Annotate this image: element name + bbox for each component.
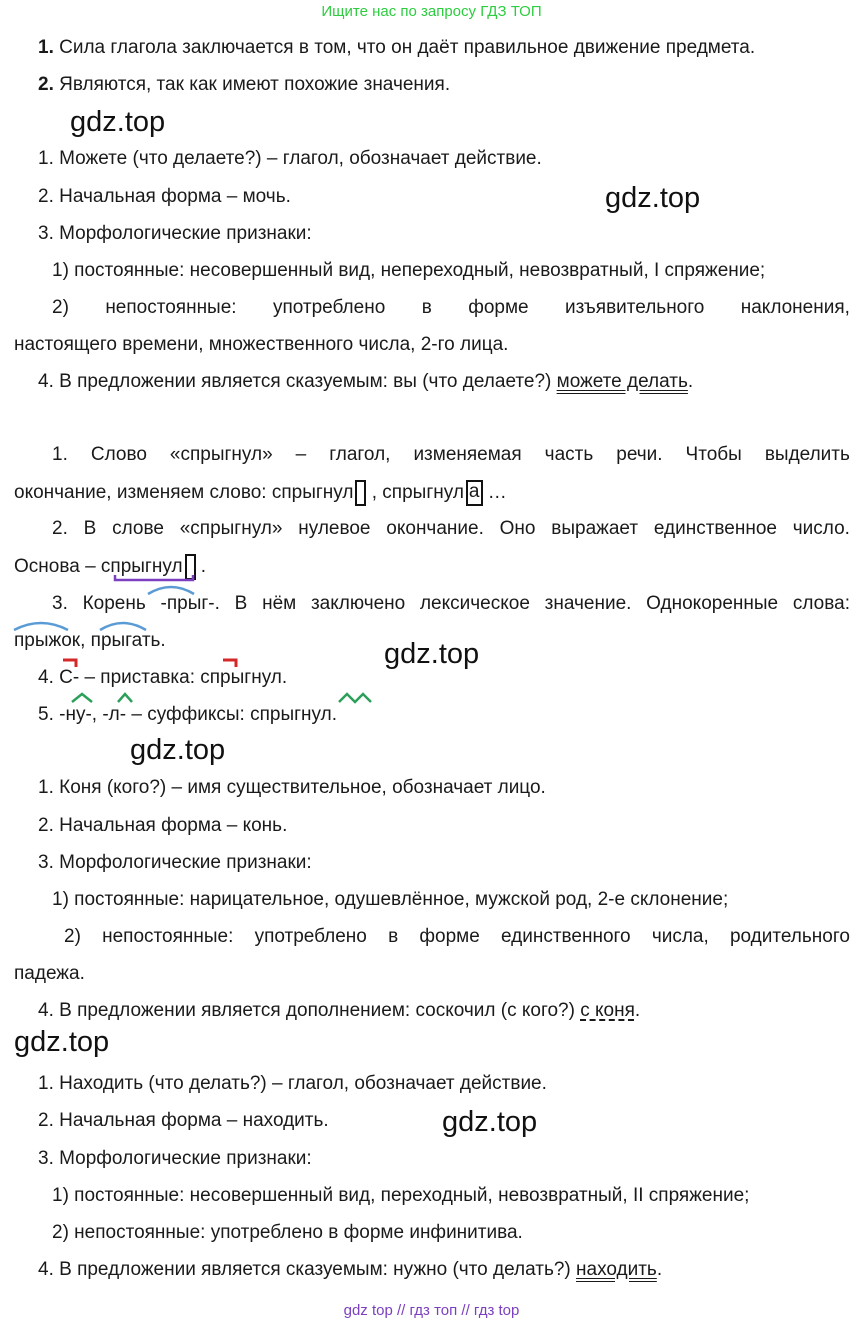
verb2-line-3: 3. Морфологические признаки: <box>38 1148 312 1169</box>
text: , спрыгнул <box>366 482 464 504</box>
verb1-line-1: 1. Можете (что делаете?) – глагол, обозначает действие. <box>38 148 542 169</box>
word: 2) <box>64 926 81 947</box>
word: употреблено <box>272 297 386 318</box>
period: . <box>687 371 694 392</box>
verb1-line-5 <box>14 296 850 320</box>
word-line-6: прыжок, прыгать. <box>14 630 166 651</box>
word: В <box>234 593 248 614</box>
word: непостоянные: <box>105 297 237 318</box>
word: – <box>295 444 307 465</box>
verb2-line-4: 1) постоянные: несовершенный вид, переходный, невозвратный, II спряжение; <box>52 1185 750 1206</box>
answer-1-number: 1. <box>38 37 54 58</box>
answer-1-text: Сила глагола заключается в том, что он даёт правильное движение предмета. <box>59 37 756 58</box>
suffix-mark <box>70 692 94 704</box>
watermark: gdz.top <box>70 106 166 138</box>
word: форме <box>419 926 480 947</box>
word: числа, <box>651 926 709 947</box>
word: единственного <box>500 926 631 947</box>
word: значение. <box>544 593 632 614</box>
word: 3. <box>52 593 68 614</box>
word: нём <box>262 593 297 614</box>
word: слове <box>112 518 164 539</box>
watermark: gdz.top <box>130 734 226 766</box>
noun-line-2: 2. Начальная форма – конь. <box>38 815 288 836</box>
word: изменяемая <box>413 444 522 465</box>
word: слова: <box>792 593 850 614</box>
word: в <box>388 926 399 947</box>
word-line-1 <box>14 443 850 467</box>
word: речи. <box>616 444 663 465</box>
word: Оно <box>499 518 536 539</box>
verb1-line-6: настоящего времени, множественного числа, 2-го лица. <box>14 334 509 355</box>
word: 1. <box>52 444 68 465</box>
text: окончание, изменяем слово: спрыгнул <box>14 482 354 504</box>
root-arc-mark <box>12 620 70 632</box>
suffix-mark <box>116 692 134 704</box>
word: выделить <box>764 444 850 465</box>
footer-links[interactable]: gdz top // гдз топ // гдз top <box>343 1302 520 1319</box>
word: лексическое <box>419 593 530 614</box>
watermark: gdz.top <box>442 1106 538 1138</box>
word: Чтобы <box>685 444 742 465</box>
verb2-line-5: 2) непостоянные: употреблено в форме инфинитива. <box>52 1222 523 1243</box>
noun-line-7 <box>38 999 640 1023</box>
predicate-underlined: можете делать <box>556 371 688 392</box>
noun-line-1: 1. Коня (кого?) – имя существительное, обозначает лицо. <box>38 777 546 798</box>
word-line-3 <box>14 517 850 541</box>
verb2-line-6 <box>38 1258 662 1282</box>
ending-box-mark <box>355 480 366 506</box>
answer-2-number: 2. <box>38 74 54 95</box>
watermark: gdz.top <box>14 1026 110 1058</box>
word: глагол, <box>329 444 391 465</box>
word: В <box>83 518 97 539</box>
word: в <box>421 297 432 318</box>
word: часть <box>544 444 594 465</box>
word: окончание. <box>386 518 484 539</box>
stem-word: спрыгнул <box>100 556 183 578</box>
word: 2) <box>52 297 69 318</box>
verb1-line-7 <box>38 370 693 394</box>
object-underlined: с коня <box>580 1000 635 1021</box>
ending-box-mark <box>466 480 483 506</box>
prefix-mark <box>62 658 78 668</box>
word: выражает <box>551 518 639 539</box>
period: . <box>634 1000 641 1021</box>
word: 2. <box>52 518 68 539</box>
prefix-mark <box>222 658 238 668</box>
word: нулевое <box>298 518 371 539</box>
word-line-5 <box>14 592 850 616</box>
word: -прыг-. <box>160 593 220 614</box>
word: форме <box>468 297 529 318</box>
verb1-line-3: 3. Морфологические признаки: <box>38 223 312 244</box>
answer-2 <box>38 73 450 97</box>
root-arc-mark <box>98 620 148 632</box>
sentence-text: 4. В предложении является сказуемым: нужно (что делать?) <box>38 1259 577 1280</box>
noun-line-5 <box>14 925 850 949</box>
search-hint-header: Ищите нас по запросу ГДЗ ТОП <box>321 3 542 20</box>
word: употреблено <box>254 926 367 947</box>
word-line-7: 4. С- – приставка: спрыгнул. <box>38 667 288 688</box>
word: единственное <box>653 518 777 539</box>
word: изъявительного <box>565 297 705 318</box>
word: непостоянные: <box>102 926 234 947</box>
verb1-line-2: 2. Начальная форма – мочь. <box>38 186 291 207</box>
stem-bracket-mark <box>114 574 194 582</box>
noun-line-6: падежа. <box>14 963 85 984</box>
text: Основа – <box>14 556 101 578</box>
verb2-line-1: 1. Находить (что делать?) – глагол, обозначает действие. <box>38 1073 547 1094</box>
watermark: gdz.top <box>605 182 701 214</box>
ending-letter: а <box>468 481 480 502</box>
period: . <box>195 556 207 578</box>
suffix-mark <box>337 692 373 704</box>
watermark: gdz.top <box>384 638 480 670</box>
word-line-8: 5. -ну-, -л- – суффиксы: спрыгнул. <box>38 704 337 725</box>
root-arc-mark <box>146 584 196 596</box>
noun-line-3: 3. Морфологические признаки: <box>38 852 312 873</box>
word: число. <box>792 518 850 539</box>
verb2-line-2: 2. Начальная форма – находить. <box>38 1110 329 1131</box>
predicate-underlined: находить <box>576 1259 657 1280</box>
sentence-text: 4. В предложении является сказуемым: вы (что делаете?) <box>38 371 557 392</box>
period: . <box>656 1259 663 1280</box>
noun-line-4: 1) постоянные: нарицательное, одушевлённое, мужской род, 2-е склонение; <box>52 889 729 910</box>
word: Однокоренные <box>646 593 779 614</box>
ellipsis: … <box>482 482 507 504</box>
word: Корень <box>82 593 146 614</box>
word: наклонения, <box>740 297 850 318</box>
answer-1 <box>38 36 755 60</box>
word-line-2 <box>14 480 507 506</box>
sentence-text: 4. В предложении является дополнением: соскочил (с кого?) <box>38 1000 581 1021</box>
word: «спрыгнул» <box>179 518 283 539</box>
answer-2-text: Являются, так как имеют похожие значения. <box>59 74 451 95</box>
word: Слово <box>90 444 147 465</box>
verb1-line-4: 1) постоянные: несовершенный вид, непереходный, невозвратный, I спряжение; <box>52 260 766 281</box>
word: «спрыгнул» <box>169 444 273 465</box>
word: родительного <box>729 926 850 947</box>
word: заключено <box>310 593 406 614</box>
